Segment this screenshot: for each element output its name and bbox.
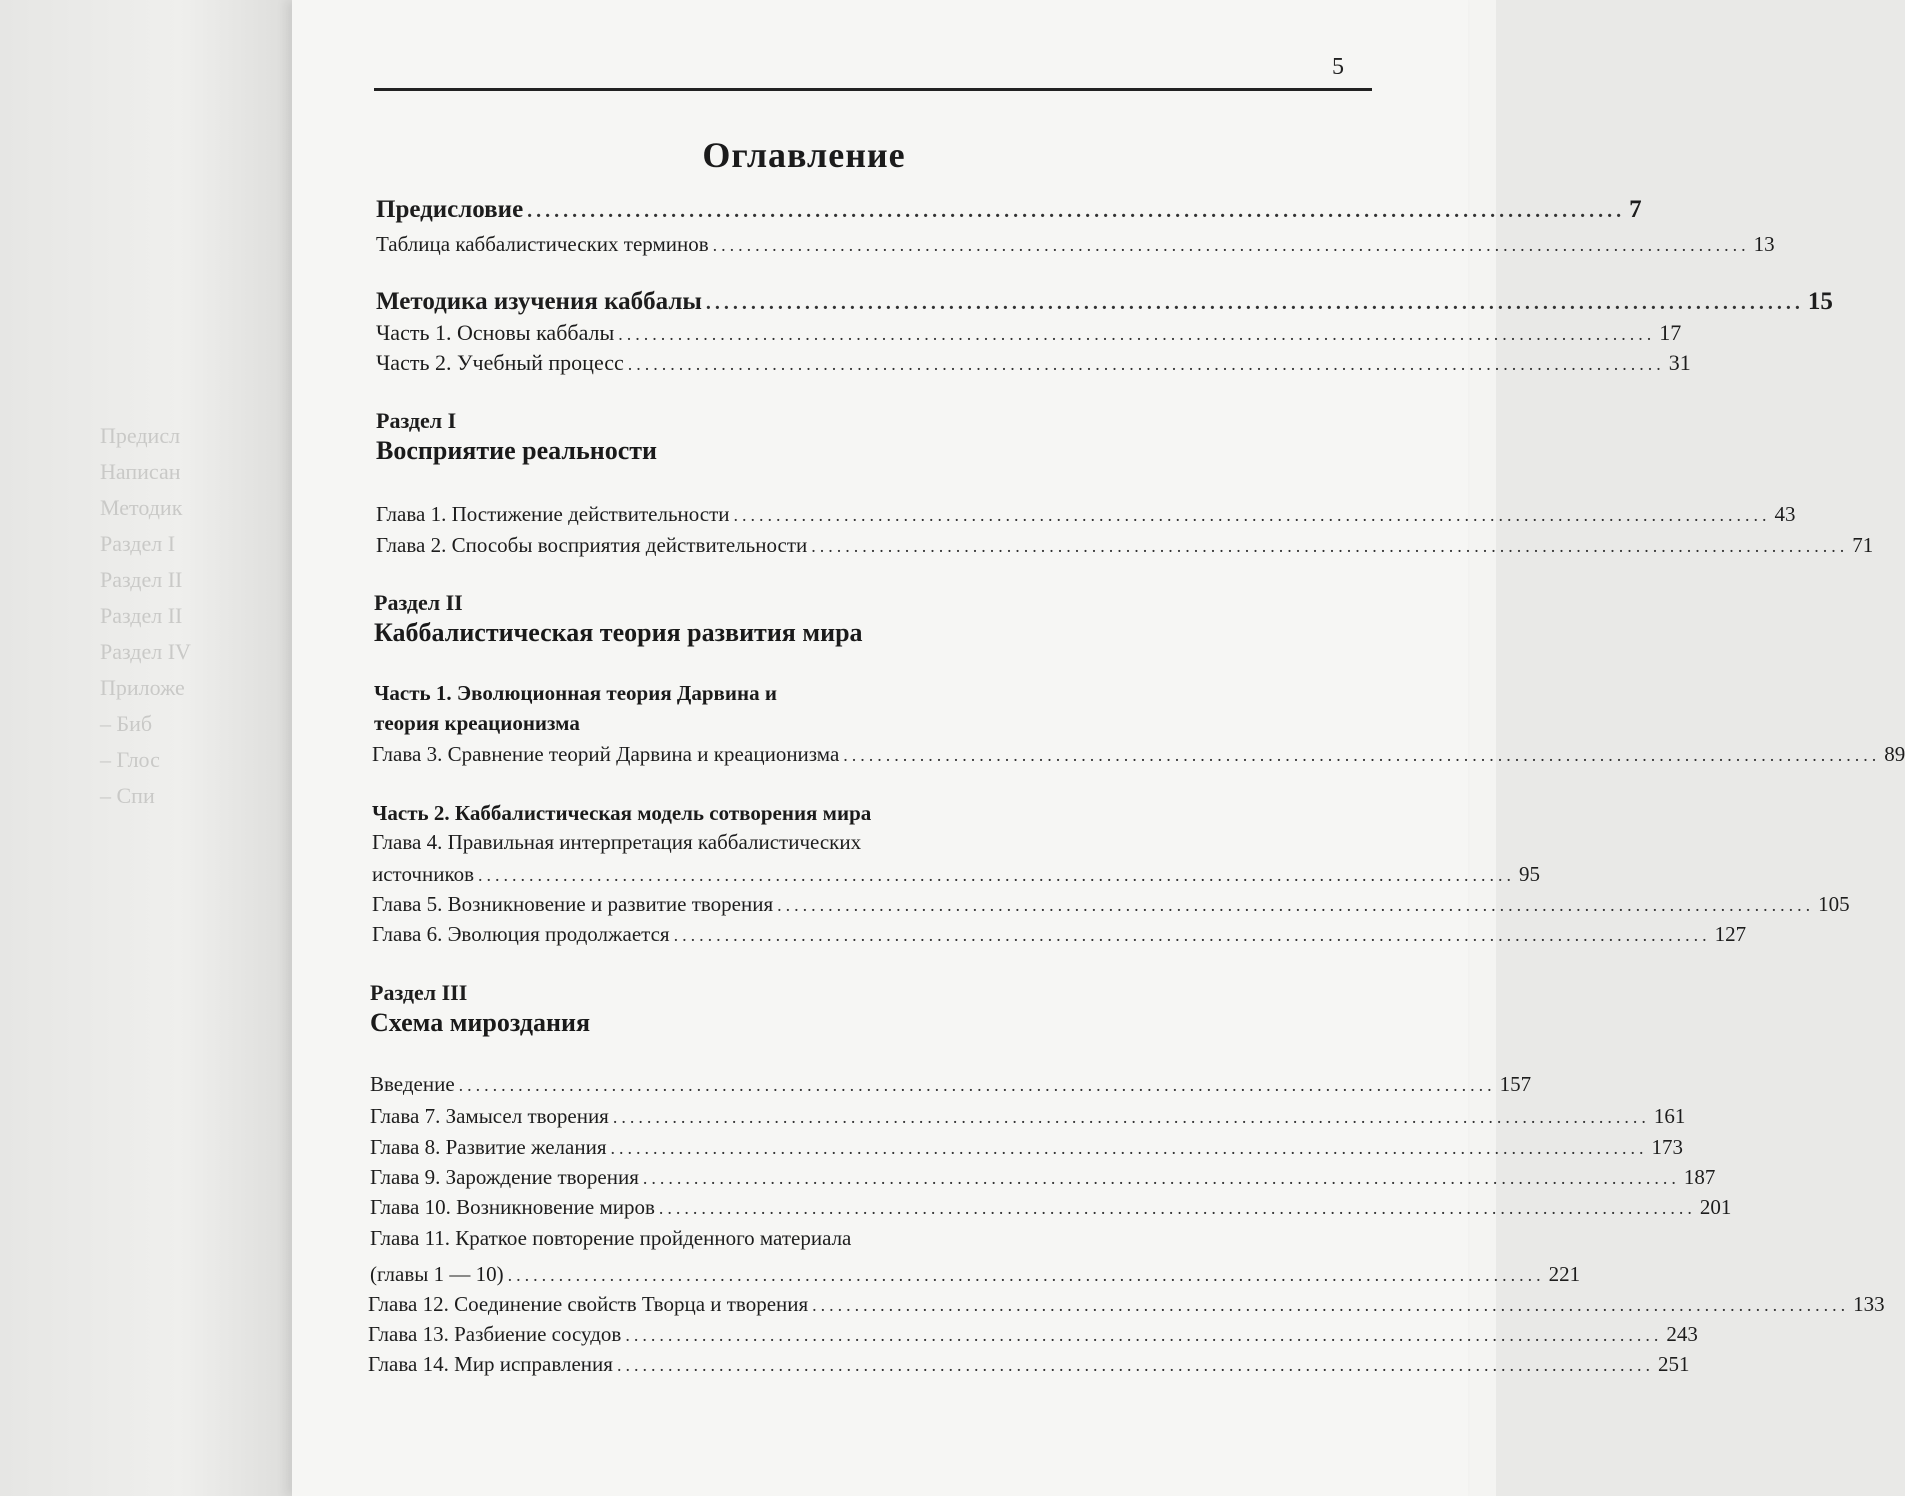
toc-entry-ch11-line1[interactable]: Глава 11. Краткое повторение пройденного материала: [370, 1226, 852, 1250]
entry-page: 105: [1818, 892, 1850, 916]
toc-entry-method[interactable]: [376, 288, 1833, 316]
entry-label: Часть 2. Учебный процесс: [376, 350, 624, 375]
leader-dots: ..........................................................................................................................: [777, 895, 1815, 915]
entry-page: 95: [1519, 862, 1541, 886]
leader-dots: ..........................................................................................................................: [642, 1168, 1680, 1188]
section-2-label: Раздел II: [374, 590, 463, 615]
left-line: Раздел II: [100, 567, 183, 592]
entry-label: Глава 5. Возникновение и развитие творения: [372, 892, 774, 916]
leader-dots: ..........................................................................................................................: [712, 235, 1750, 255]
entry-label: Предисловие: [376, 196, 524, 223]
toc-entry-intro[interactable]: [370, 1072, 1532, 1097]
leader-dots: ..........................................................................................................................: [733, 505, 1771, 525]
left-line: Приложе: [100, 675, 185, 700]
section-3-label: Раздел III: [370, 980, 468, 1005]
entry-label: Глава 3. Сравнение теорий Дарвина и креационизма: [372, 742, 840, 766]
entry-page: 127: [1714, 922, 1747, 946]
toc-entry-terms[interactable]: [376, 232, 1775, 257]
toc-entry-preface[interactable]: [376, 196, 1642, 224]
section-3-title: Схема мироздания: [370, 1008, 591, 1037]
entry-page: 157: [1499, 1072, 1532, 1096]
left-line: – Спи: [100, 783, 155, 808]
toc-entry-ch11[interactable]: [370, 1262, 1581, 1287]
section-1-title: Восприятие реальности: [376, 436, 657, 465]
toc-entry-method-part2[interactable]: [376, 350, 1691, 376]
entry-page: 31: [1668, 350, 1691, 375]
section-2-part2-title: Часть 2. Каббалистическая модель сотворения мира: [372, 801, 872, 825]
entry-page: 173: [1651, 1135, 1683, 1159]
entry-label: Глава 13. Разбиение сосудов: [368, 1322, 622, 1346]
entry-label: источников: [372, 862, 475, 886]
toc-entry-ch5[interactable]: [372, 892, 1850, 917]
page-title: Оглавление: [702, 135, 906, 175]
entry-page: 7: [1629, 196, 1642, 223]
entry-label: Таблица каббалистических терминов: [376, 232, 709, 256]
leader-dots: ..........................................................................................................................: [658, 1198, 1696, 1218]
entry-page: 251: [1657, 1352, 1690, 1376]
section-1-label: Раздел I: [376, 408, 457, 433]
left-line: Написан: [100, 459, 181, 484]
leader-dots: ..........................................................................................................................: [612, 1107, 1650, 1127]
entry-page: 221: [1548, 1262, 1581, 1286]
entry-page: 243: [1666, 1322, 1698, 1346]
leader-dots: ..........................................................................................................................: [627, 354, 1665, 374]
section-2-part1-title: [374, 678, 777, 738]
left-line: Предисл: [100, 423, 181, 448]
leader-dots: ..........................................................................................................................: [527, 200, 1626, 222]
toc-entry-ch8[interactable]: [370, 1135, 1683, 1160]
leader-dots: ..........................................................................................................................: [812, 1295, 1850, 1315]
entry-page: 133: [1853, 1292, 1885, 1316]
page-number: 5: [1332, 54, 1344, 80]
entry-label: Глава 6. Эволюция продолжается: [372, 922, 670, 946]
left-line: Раздел I: [100, 531, 176, 556]
entry-label: Часть 1. Основы каббалы: [376, 320, 615, 345]
leader-dots: ..........................................................................................................................: [843, 745, 1881, 765]
entry-page: 43: [1774, 502, 1796, 526]
entry-page: 15: [1807, 288, 1833, 315]
entry-page: 187: [1683, 1165, 1716, 1189]
entry-label: Глава 2. Способы восприятия действительности: [376, 533, 808, 557]
entry-page: 89: [1884, 742, 1905, 766]
toc-entry-ch2[interactable]: [376, 533, 1874, 558]
entry-page: 201: [1699, 1195, 1732, 1219]
leader-dots: ..........................................................................................................................: [458, 1075, 1496, 1095]
entry-page: 17: [1659, 320, 1682, 345]
left-line: Раздел IV: [100, 639, 191, 664]
part-title-line: Часть 1. Эволюционная теория Дарвина и: [374, 681, 777, 705]
entry-page: 161: [1653, 1104, 1686, 1128]
toc-entry-ch10[interactable]: [370, 1195, 1732, 1220]
entry-label: Глава 14. Мир исправления: [368, 1352, 613, 1376]
entry-label: Глава 10. Возникновение миров: [370, 1195, 655, 1219]
leader-dots: ..........................................................................................................................: [478, 865, 1516, 885]
entry-label: Глава 1. Постижение действительности: [376, 502, 730, 526]
leader-dots: ..........................................................................................................................: [705, 292, 1804, 314]
leader-dots: ..........................................................................................................................: [618, 324, 1656, 344]
left-line: – Глос: [100, 747, 160, 772]
leader-dots: ..........................................................................................................................: [616, 1355, 1654, 1375]
toc-entry-ch14[interactable]: [368, 1352, 1690, 1377]
toc-entry-ch7[interactable]: [370, 1104, 1686, 1129]
toc-entry-ch9[interactable]: [370, 1165, 1716, 1190]
toc-entry-ch6[interactable]: [372, 922, 1747, 947]
entry-label: Глава 9. Зарождение творения: [370, 1165, 639, 1189]
left-line: Раздел II: [100, 603, 183, 628]
section-2-title: Каббалистическая теория развития мира: [374, 618, 863, 647]
toc-entry-method-part1[interactable]: [376, 320, 1682, 346]
leader-dots: ..........................................................................................................................: [507, 1265, 1545, 1285]
part-title-line: теория креационизма: [374, 711, 580, 735]
leader-dots: ..........................................................................................................................: [811, 536, 1849, 556]
entry-label: Глава 7. Замысел творения: [370, 1104, 609, 1128]
toc-entry-ch13[interactable]: [368, 1322, 1698, 1347]
entry-label: (главы 1 — 10): [370, 1262, 504, 1286]
toc-entry-ch4[interactable]: [372, 862, 1541, 887]
leader-dots: ..........................................................................................................................: [625, 1325, 1663, 1345]
toc-entry-ch3[interactable]: [372, 742, 1905, 767]
entry-label: Глава 12. Соединение свойств Творца и творения: [368, 1292, 809, 1316]
entry-label: Методика изучения каббалы: [376, 288, 702, 315]
toc-entry-ch12[interactable]: [368, 1292, 1885, 1317]
leader-dots: ..........................................................................................................................: [673, 925, 1711, 945]
entry-page: 13: [1753, 232, 1775, 256]
entry-page: 71: [1852, 533, 1874, 557]
entry-label: Введение: [370, 1072, 455, 1096]
toc-entry-ch1[interactable]: [376, 502, 1796, 527]
left-line: Методик: [100, 495, 183, 520]
leader-dots: ..........................................................................................................................: [610, 1138, 1648, 1158]
entry-label: Глава 8. Развитие желания: [370, 1135, 607, 1159]
left-line: – Биб: [100, 711, 153, 736]
toc-entry-ch4-line1[interactable]: Глава 4. Правильная интерпретация каббалистических: [372, 830, 862, 854]
